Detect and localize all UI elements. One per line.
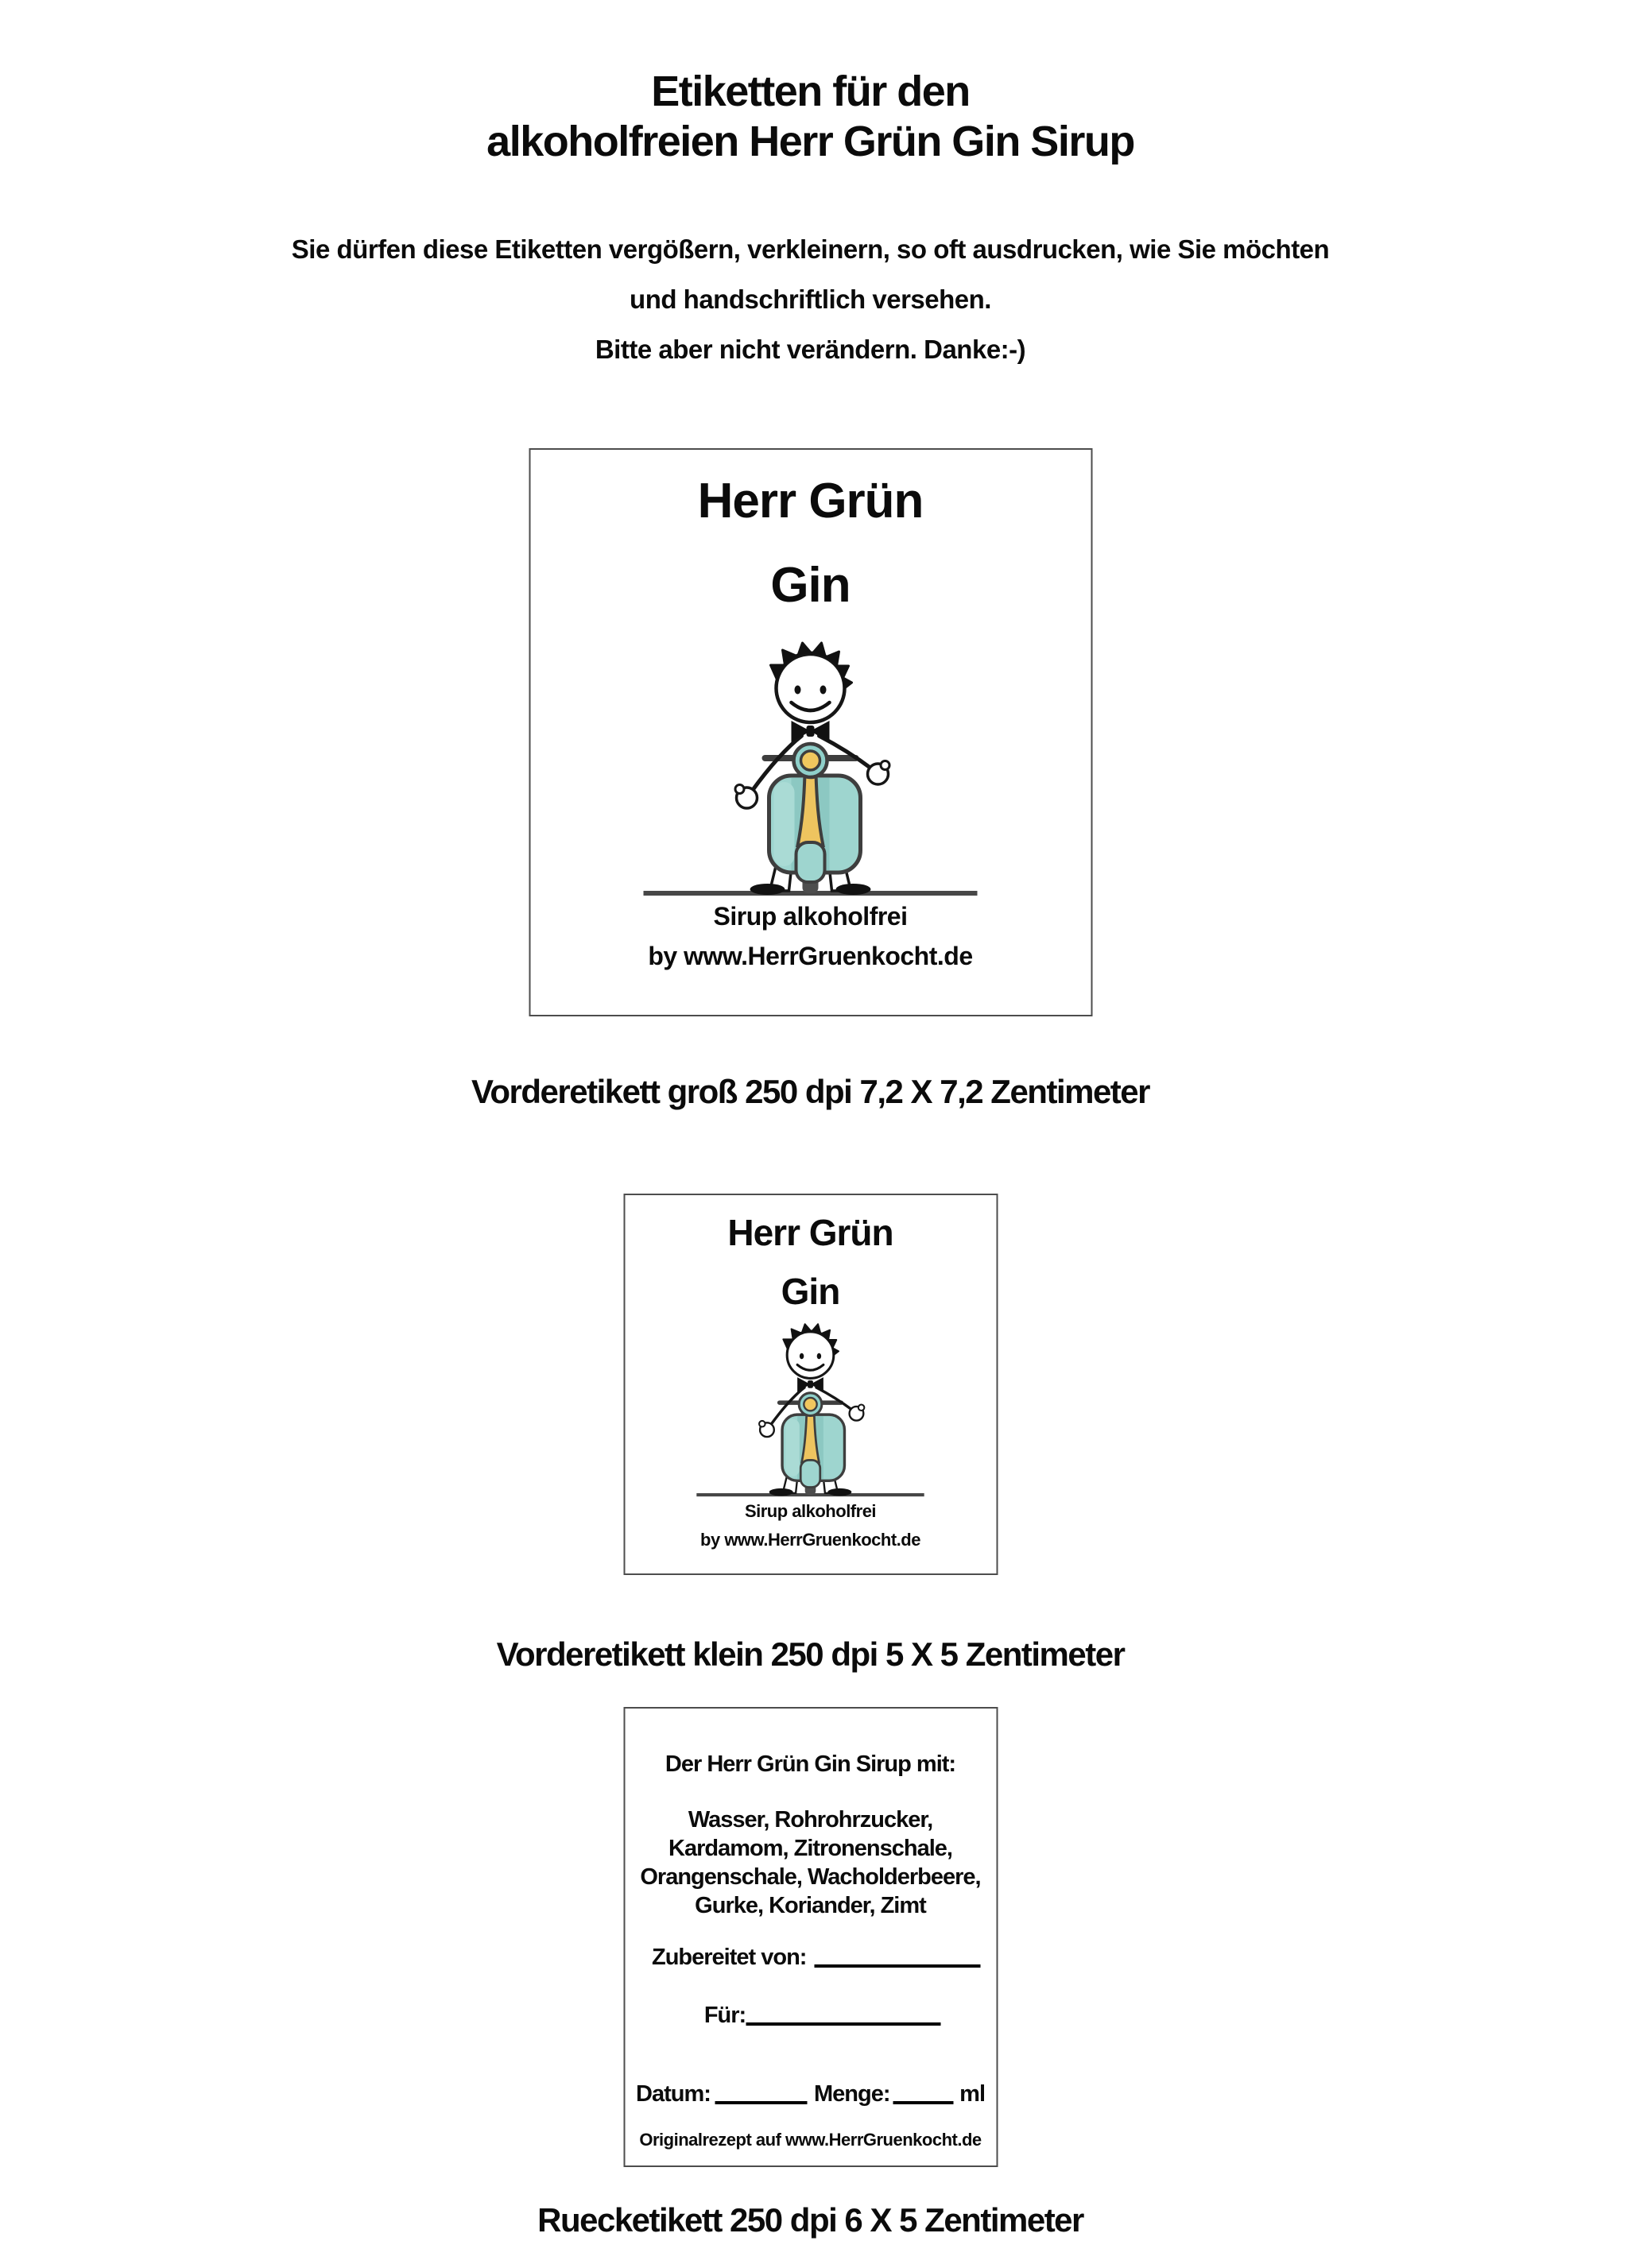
ingredient-list: [636, 1805, 985, 1920]
back-label-heading: Der Herr Grün Gin Sirup mit:: [665, 1751, 956, 1777]
date-blank-line: [715, 2100, 808, 2104]
for-row: [636, 2001, 985, 2030]
ingredient-line: Orangenschale, Wacholderbeere,: [640, 1864, 981, 1890]
prepared-by-label: Zubereitet von:: [652, 1945, 807, 1970]
ingredient-line: Gurke, Koriander, Zimt: [695, 1893, 926, 1918]
date-label: Datum:: [636, 2081, 711, 2107]
page-title-line-2: alkoholfreien Herr Grün Gin Sirup: [486, 118, 1134, 165]
instruction-line: Bitte aber nicht verändern. Danke:-): [595, 335, 1026, 364]
unit-label: ml: [959, 2081, 985, 2107]
front-label-small: [623, 1194, 998, 1575]
front-label-large: [529, 448, 1092, 1016]
label-subtitle: Sirup alkoholfrei: [713, 902, 908, 931]
brand-title: [698, 459, 924, 628]
ingredient-line: Wasser, Rohrohrzucker,: [688, 1807, 933, 1833]
brand-line-2: Gin: [781, 1271, 840, 1312]
caption-front-label-large: Vorderetikett groß 250 dpi 7,2 X 7,2 Zentimeter: [471, 1073, 1150, 1110]
brand-line-1: Herr Grün: [697, 474, 924, 528]
label-subtitle: Sirup alkoholfrei: [744, 1501, 877, 1521]
recipe-note: Originalrezept auf www.HerrGruenkocht.de: [639, 2130, 982, 2150]
brand-line-2: Gin: [770, 558, 851, 613]
scooter-character-illustration-small: [692, 1322, 930, 1499]
label-byline: by www.HerrGruenkocht.de: [700, 1530, 920, 1550]
usage-instructions: [292, 224, 1329, 374]
back-label: [623, 1707, 998, 2167]
quantity-blank-line: [893, 2100, 953, 2104]
prepared-by-blank-line: [814, 1964, 980, 1968]
for-label: Für:: [703, 2003, 746, 2028]
caption-back-label: Ruecketikett 250 dpi 6 X 5 Zentimeter: [537, 2201, 1083, 2239]
page-title: [486, 67, 1134, 167]
instruction-line: Sie dürfen diese Etiketten vergößern, verkleinern, so oft ausdrucken, wie Sie möchten: [291, 234, 1330, 264]
caption-front-label-small: Vorderetikett klein 250 dpi 5 X 5 Zentimeter: [496, 1635, 1125, 1673]
instruction-line: und handschriftlich versehen.: [630, 284, 991, 314]
page-title-line-1: Etiketten für den: [651, 68, 970, 115]
date-quantity-row: [636, 2080, 985, 2108]
label-byline: by www.HerrGruenkocht.de: [648, 942, 973, 970]
brand-title: [727, 1203, 893, 1321]
ingredient-line: Kardamom, Zitronenschale,: [668, 1836, 952, 1861]
brand-line-1: Herr Grün: [727, 1212, 893, 1253]
for-blank-line: [746, 2022, 940, 2026]
prepared-by-row: [636, 1943, 985, 1972]
quantity-label: Menge:: [813, 2081, 890, 2107]
scooter-character-illustration-large: [636, 641, 986, 899]
